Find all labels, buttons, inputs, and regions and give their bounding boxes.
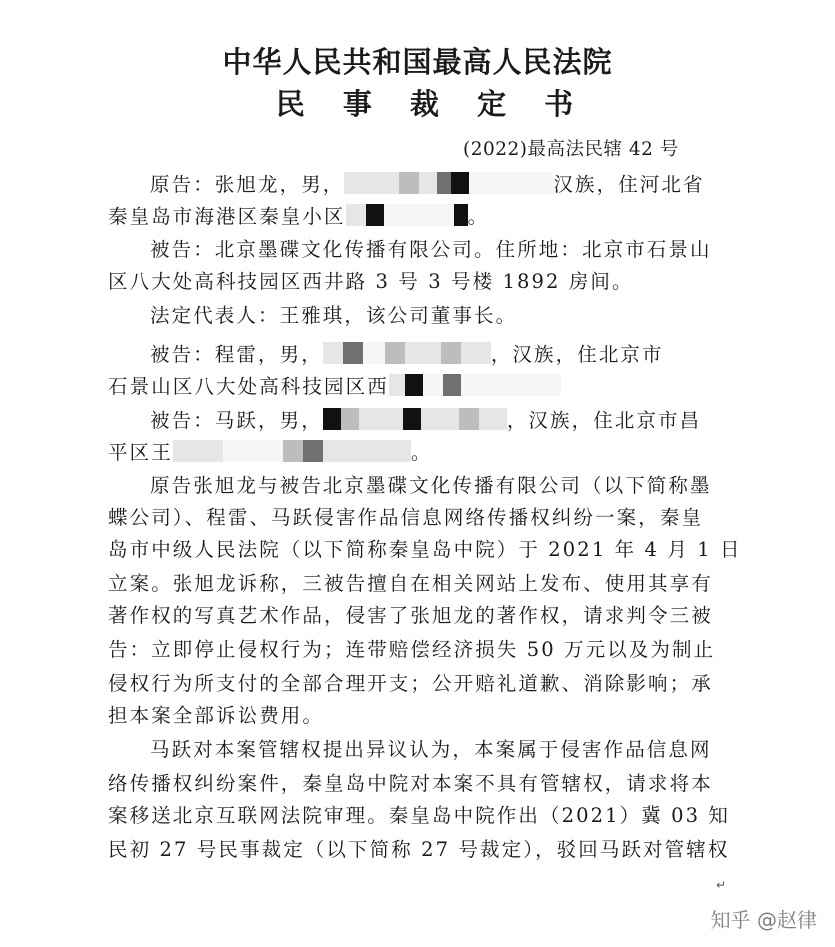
defendant-cheng-line-1 bbox=[150, 342, 664, 365]
redaction-block bbox=[451, 172, 469, 194]
redaction-block bbox=[323, 342, 343, 364]
body-paragraph-1-line: 原告张旭龙与被告北京墨碟文化传播有限公司（以下简称墨 bbox=[150, 474, 712, 497]
redaction-block bbox=[461, 374, 561, 396]
text-segment: 原告：张旭龙，男， bbox=[150, 173, 345, 196]
plaintiff-line-2 bbox=[108, 204, 489, 227]
defendant-company-line-2: 区八大处高科技园区西井路 3 号 3 号楼 1892 房间。 bbox=[108, 270, 634, 293]
body-paragraph-2-line: 案移送北京互联网法院审理。秦皇岛中院作出（2021）冀 03 知 bbox=[108, 804, 731, 827]
text-segment: ，汉族，住北京市 bbox=[490, 343, 664, 366]
redaction-block bbox=[381, 440, 411, 462]
redaction-block bbox=[419, 172, 437, 194]
text-segment: 平区王 bbox=[108, 441, 173, 464]
paragraph-mark: ↵ bbox=[716, 878, 727, 892]
redaction-block bbox=[385, 342, 405, 364]
redaction-block bbox=[454, 204, 468, 226]
body-paragraph-1-line: 立案。张旭龙诉称，三被告擅自在相关网站上发布、使用其享有 bbox=[108, 572, 713, 595]
document-type-heading: 民 事 裁 定 书 bbox=[275, 87, 588, 121]
legal-representative-line: 法定代表人：王雅琪，该公司董事长。 bbox=[150, 304, 518, 327]
text-segment: 被告：马跃，男， bbox=[150, 409, 323, 432]
text-segment: 石景山区八大处高科技园区西 bbox=[108, 375, 389, 398]
body-paragraph-1-line: 侵权行为所支付的全部合理开支；公开赔礼道歉、消除影响；承 bbox=[108, 672, 713, 695]
text-segment: 。 bbox=[410, 441, 433, 464]
redaction-block bbox=[403, 408, 421, 430]
zhihu-watermark: 知乎 @赵律 bbox=[710, 908, 817, 932]
body-paragraph-2-line: 民初 27 号民事裁定（以下简称 27 号裁定），驳回马跃对管辖权 bbox=[108, 838, 730, 861]
redaction-block bbox=[421, 408, 459, 430]
text-segment: 。 bbox=[467, 205, 490, 228]
redaction-block bbox=[343, 342, 363, 364]
redaction-block bbox=[363, 342, 385, 364]
redaction-block bbox=[346, 204, 366, 226]
redaction-block bbox=[441, 342, 461, 364]
redaction-block bbox=[443, 374, 461, 396]
plaintiff-line-1 bbox=[150, 172, 705, 195]
redaction-block bbox=[399, 172, 419, 194]
redaction-block bbox=[405, 342, 441, 364]
redaction-block bbox=[344, 172, 399, 194]
defendant-ma-line-2 bbox=[108, 440, 432, 463]
text-segment: 被告：程雷，男， bbox=[150, 343, 323, 366]
defendant-company-line-1: 被告：北京墨碟文化传播有限公司。住所地：北京市石景山 bbox=[150, 238, 712, 261]
body-paragraph-2-line: 络传播权纠纷案件，秦皇岛中院对本案不具有管辖权，请求将本 bbox=[108, 772, 713, 795]
text-segment: ，汉族，住北京市昌 bbox=[506, 409, 702, 432]
body-paragraph-1-line: 岛市中级人民法院（以下简称秦皇岛中院）于 2021 年 4 月 1 日 bbox=[108, 538, 742, 561]
redaction-block bbox=[366, 204, 384, 226]
body-paragraph-2-line: 马跃对本案管辖权提出异议认为，本案属于侵害作品信息网 bbox=[150, 738, 712, 761]
redaction-block bbox=[303, 440, 323, 462]
redaction-block bbox=[283, 440, 303, 462]
redaction-block bbox=[459, 408, 479, 430]
text-segment: 汉族，住河北省 bbox=[553, 173, 705, 196]
redaction-block bbox=[323, 408, 341, 430]
redaction-block bbox=[384, 204, 454, 226]
redaction-block bbox=[423, 374, 443, 396]
defendant-cheng-line-2 bbox=[108, 374, 561, 397]
redaction-block bbox=[173, 440, 223, 462]
text-segment: 秦皇岛市海港区秦皇小区 bbox=[108, 205, 346, 228]
redaction-block bbox=[479, 408, 507, 430]
redaction-block bbox=[405, 374, 423, 396]
redaction-block bbox=[437, 172, 451, 194]
body-paragraph-1-line: 告：立即停止侵权行为；连带赔偿经济损失 50 万元以及为制止 bbox=[108, 638, 716, 661]
redaction-block bbox=[323, 440, 381, 462]
case-number: (2022)最高法民辖 42 号 bbox=[463, 139, 679, 160]
body-paragraph-1-line: 著作权的写真艺术作品，侵害了张旭龙的著作权，请求判令三被 bbox=[108, 604, 713, 627]
redaction-block bbox=[359, 408, 403, 430]
body-paragraph-1-line: 蝶公司）、程雷、马跃侵害作品信息网络传播权纠纷一案，秦皇 bbox=[108, 506, 704, 529]
defendant-ma-line-1 bbox=[150, 408, 701, 431]
redaction-block bbox=[223, 440, 283, 462]
redaction-block bbox=[389, 374, 405, 396]
redaction-block bbox=[469, 172, 553, 194]
redaction-block bbox=[461, 342, 491, 364]
body-paragraph-1-line: 担本案全部诉讼费用。 bbox=[108, 704, 325, 727]
court-title: 中华人民共和国最高人民法院 bbox=[222, 45, 613, 79]
redaction-block bbox=[341, 408, 359, 430]
